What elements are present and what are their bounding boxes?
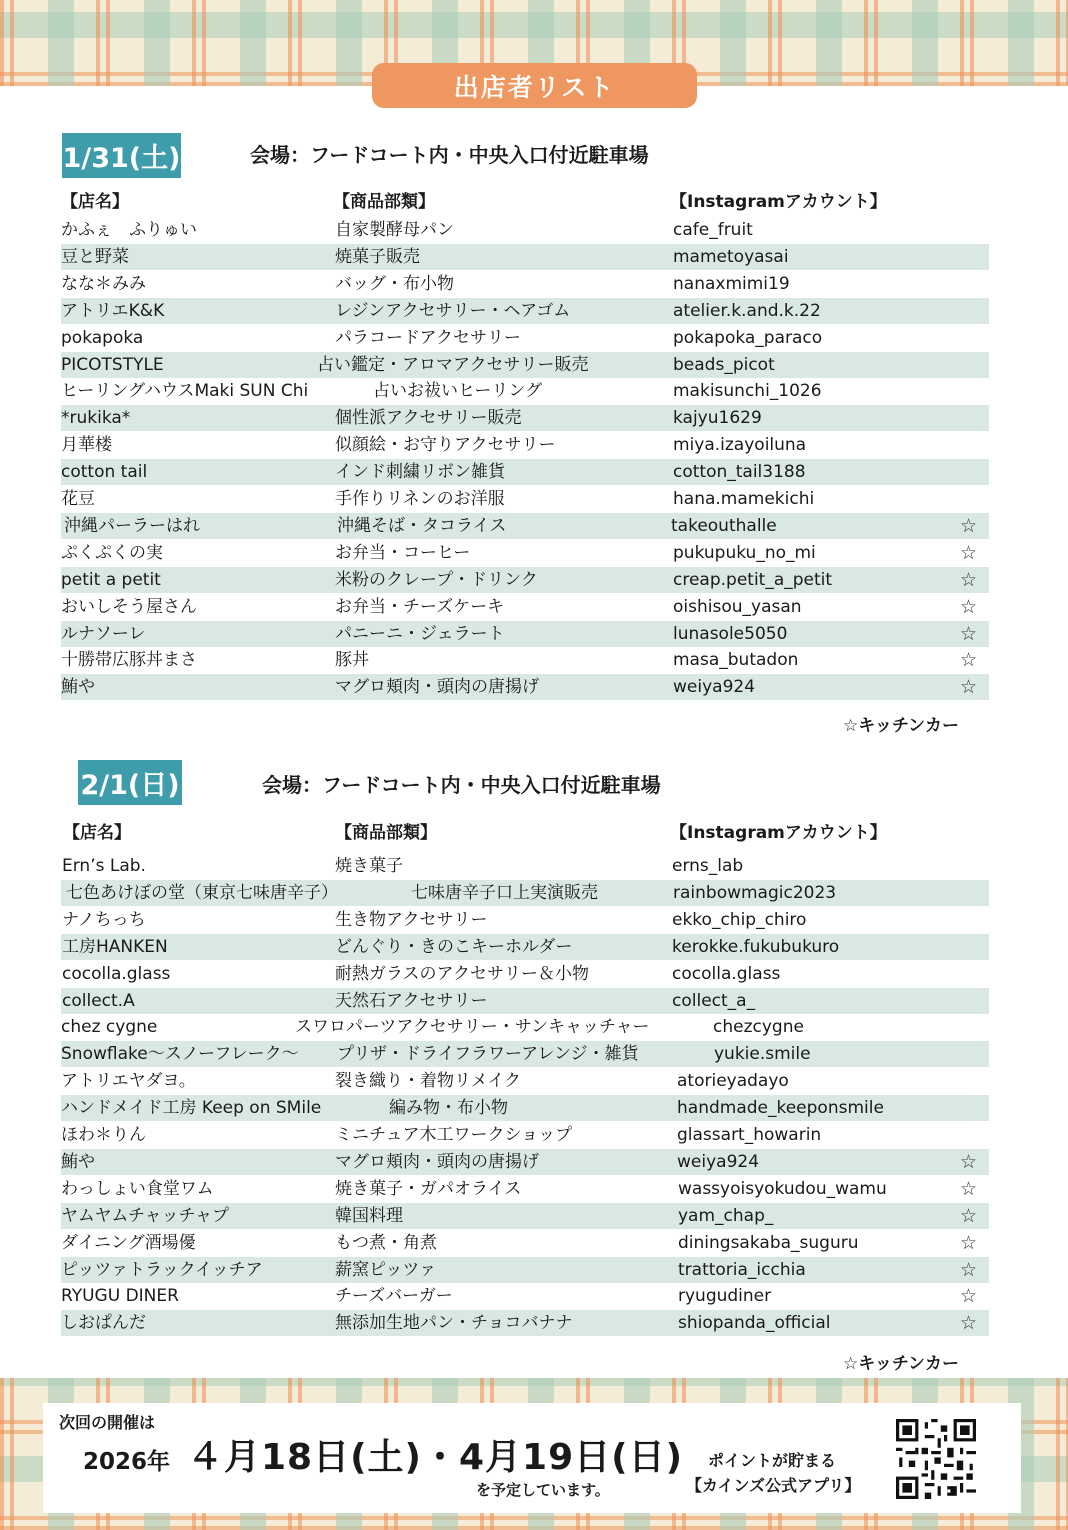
table-row: [61, 1203, 989, 1229]
vendor-category: 焼き菓子・ガパオライス: [335, 1178, 522, 1199]
table-row: [61, 880, 989, 906]
vendor-instagram: miya.izayoiluna: [673, 435, 807, 456]
next-event-year: 2026年: [83, 1449, 171, 1475]
header-instagram: 【Instagramアカウント】: [670, 192, 887, 212]
kitchen-car-star-icon: ☆: [960, 1312, 978, 1335]
vendor-category: 豚丼: [335, 650, 369, 671]
vendor-name: RYUGU DINER: [61, 1286, 179, 1307]
vendor-category: バッグ・布小物: [335, 273, 454, 294]
table-row: [61, 352, 989, 378]
table-row: [61, 934, 989, 960]
table-row: [61, 621, 989, 647]
vendor-instagram: cotton_tail3188: [673, 462, 806, 483]
vendor-category: スワロパーツアクセサリー・サンキャッチャー: [295, 1017, 650, 1038]
kitchen-car-note-day2: ☆キッチンカー: [843, 1354, 960, 1374]
next-event-box: [43, 1403, 1021, 1513]
table-row: [61, 647, 989, 673]
vendor-name: 沖縄パーラーはれ: [64, 515, 200, 536]
vendor-name: ヤムヤムチャッチャプ: [61, 1205, 229, 1226]
table-row: [61, 298, 989, 324]
vendor-name: 鮪や: [61, 1151, 95, 1172]
vendor-instagram: yam_chap_: [678, 1205, 774, 1226]
vendor-instagram: erns_lab: [672, 856, 744, 876]
vendor-instagram: handmade_keeponsmile: [677, 1098, 884, 1119]
vendor-instagram: yukie.smile: [714, 1044, 811, 1065]
table-row: [61, 540, 989, 566]
table-row: [61, 1176, 989, 1202]
vendor-name: ほわ＊りん: [61, 1125, 146, 1145]
vendor-name: なな＊みみ: [61, 273, 146, 294]
vendor-name: 月華楼: [61, 435, 112, 456]
vendor-name: 花豆: [61, 489, 95, 509]
date-badge-day2: 2/1(日): [78, 760, 182, 805]
vendor-name: わっしょい食堂ワム: [61, 1178, 214, 1199]
vendor-instagram: creap.petit_a_petit: [673, 569, 833, 590]
kitchen-car-star-icon: ☆: [960, 541, 978, 564]
vendor-instagram: atelier.k.and.k.22: [673, 300, 821, 321]
vendor-instagram: diningsakaba_suguru: [678, 1232, 859, 1253]
vendor-category: もつ煮・角煮: [335, 1232, 437, 1253]
vendor-instagram: oishisou_yasan: [673, 596, 802, 617]
vendor-category: チーズバーガー: [335, 1286, 453, 1307]
table-row: [61, 271, 989, 297]
vendor-instagram: makisunchi_1026: [673, 381, 822, 402]
vendor-name: ダイニング酒場優: [61, 1232, 196, 1253]
vendor-name: ナノちっち: [62, 909, 146, 930]
header-instagram: 【Instagramアカウント】: [670, 823, 887, 843]
kitchen-car-star-icon: ☆: [960, 622, 978, 645]
kitchen-car-star-icon: ☆: [960, 1150, 978, 1173]
page-title: 出店者リスト: [372, 63, 697, 108]
kitchen-car-star-icon: ☆: [960, 1231, 978, 1254]
vendor-name: 鮪や: [61, 677, 95, 698]
table-row: [61, 459, 989, 485]
vendor-instagram: masa_butadon: [673, 650, 799, 671]
table-row: [61, 1041, 989, 1067]
vendor-instagram: pokapoka_paraco: [673, 327, 823, 348]
vendor-name: 十勝帯広豚丼まさ: [61, 650, 197, 671]
vendor-category: パラコードアクセサリー: [335, 327, 521, 348]
vendor-instagram: weiya924: [677, 1151, 760, 1172]
vendor-name: アトリエK&K: [61, 300, 165, 321]
vendor-instagram: glassart_howarin: [677, 1125, 822, 1145]
vendor-name: petit a petit: [61, 569, 161, 590]
table-row: [61, 961, 989, 987]
vendor-name: アトリエヤダヨ。: [61, 1071, 196, 1092]
vendor-category: 自家製酵母パン: [335, 220, 454, 240]
vendor-category: マグロ頬肉・頭肉の唐揚げ: [335, 1151, 539, 1172]
vendor-instagram: atorieyadayo: [677, 1071, 789, 1092]
vendor-category: 韓国料理: [335, 1205, 403, 1226]
table-row: [61, 244, 989, 270]
header-category: 【商品部類】: [335, 823, 437, 843]
vendor-category: ミニチュア木工ワークショップ: [335, 1125, 573, 1145]
vendor-category: 裂き織り・着物リメイク: [335, 1071, 521, 1092]
kitchen-car-star-icon: ☆: [960, 595, 978, 618]
table-row: [61, 1122, 989, 1148]
vendor-instagram: wassyoisyokudou_wamu: [678, 1178, 887, 1199]
vendor-category: レジンアクセサリー・ヘアゴム: [335, 300, 571, 321]
table-row: [61, 1014, 989, 1040]
table-row: [61, 486, 989, 512]
table-row: [61, 567, 989, 593]
table-row: [61, 907, 989, 933]
table-row: [61, 1095, 989, 1121]
header-name: 【店名】: [61, 192, 129, 212]
vendor-instagram: kerokke.fukubukuro: [672, 936, 840, 957]
vendor-instagram: lunasole5050: [673, 623, 788, 644]
table-row: [61, 1149, 989, 1175]
vendor-category: 薪窯ピッツァ: [335, 1259, 437, 1280]
vendor-category: 似顔絵・お守りアクセサリー: [335, 435, 556, 456]
venue-day1: 会場：フードコート内・中央入口付近駐車場: [250, 143, 649, 167]
vendor-category: どんぐり・きのこキーホルダー: [335, 936, 573, 957]
vendor-instagram: hana.mamekichi: [673, 489, 815, 509]
kitchen-car-star-icon: ☆: [960, 676, 978, 699]
vendor-category: 米粉のクレープ・ドリンク: [335, 569, 538, 590]
kitchen-car-star-icon: ☆: [960, 1204, 978, 1227]
vendor-category: マグロ頬肉・頭肉の唐揚げ: [335, 677, 539, 698]
vendor-category: 手作りリネンのお洋服: [335, 489, 505, 509]
vendor-name: *rukika*: [61, 408, 131, 429]
vendor-name: cotton tail: [61, 462, 148, 483]
kitchen-car-star-icon: ☆: [960, 1177, 978, 1200]
venue-day2: 会場：フードコート内・中央入口付近駐車場: [262, 773, 661, 797]
table-row: [61, 1230, 989, 1256]
vendor-instagram: collect_a_: [672, 990, 756, 1011]
kitchen-car-star-icon: ☆: [960, 568, 978, 591]
vendor-category: 編み物・布小物: [389, 1098, 508, 1119]
next-event-dates: ４月18日(土)・4月19日(日): [187, 1437, 684, 1478]
vendor-category: 無添加生地パン・チョコバナナ: [335, 1313, 573, 1334]
vendor-name: Snowflake〜スノーフレーク〜: [61, 1044, 299, 1065]
app-promo-line2: 【カインズ公式アプリ】: [686, 1476, 861, 1495]
vendor-instagram: beads_picot: [673, 354, 775, 375]
vendor-name: pokapoka: [61, 327, 144, 348]
next-event-suffix: を予定しています。: [476, 1481, 610, 1499]
vendor-instagram: cafe_fruit: [673, 220, 753, 240]
vendor-name: chez cygne: [61, 1017, 158, 1038]
vendor-name: しおぱんだ: [61, 1313, 146, 1334]
vendor-category: プリザ・ドライフラワーアレンジ・雑貨: [337, 1044, 639, 1065]
vendor-category: 占い鑑定・アロマアクセサリー販売: [317, 354, 589, 375]
vendor-name: 七色あけぼの堂（東京七味唐辛子）: [66, 882, 338, 903]
vendor-instagram: nanaxmimi19: [673, 273, 790, 294]
kitchen-car-star-icon: ☆: [960, 514, 978, 537]
qr-code-icon[interactable]: [896, 1419, 976, 1499]
table-row: [61, 432, 989, 458]
table-row: [61, 594, 989, 620]
vendor-name: ハンドメイド工房 Keep on SMile: [61, 1098, 322, 1119]
vendor-name: Ern’s Lab.: [62, 856, 146, 876]
table-row: [61, 1283, 989, 1309]
vendor-category: 生き物アクセサリー: [335, 909, 488, 930]
date-badge-day1: 1/31(土): [62, 133, 181, 178]
table-row: [61, 988, 989, 1014]
vendor-instagram: cocolla.glass: [672, 963, 781, 984]
vendor-instagram: ryugudiner: [678, 1286, 772, 1307]
table-row: [61, 1257, 989, 1283]
kitchen-car-note-day1: ☆キッチンカー: [843, 716, 960, 736]
vendor-category: 個性派アクセサリー販売: [335, 408, 522, 429]
vendor-name: collect.A: [62, 990, 135, 1011]
kitchen-car-star-icon: ☆: [960, 1285, 978, 1308]
vendor-category: お弁当・コーヒー: [335, 542, 471, 563]
next-event-label: 次回の開催は: [59, 1413, 156, 1432]
vendor-name: 工房HANKEN: [62, 936, 168, 957]
vendor-category: 焼き菓子: [335, 856, 403, 876]
vendor-instagram: takeouthalle: [671, 515, 777, 536]
vendor-name: 豆と野菜: [61, 246, 129, 267]
kitchen-car-star-icon: ☆: [960, 1258, 978, 1281]
app-promo-line1: ポイントが貯まる: [708, 1451, 837, 1470]
table-row: [61, 853, 989, 879]
vendor-instagram: rainbowmagic2023: [673, 882, 837, 903]
vendor-category: 耐熱ガラスのアクセサリー＆小物: [335, 963, 589, 984]
vendor-category: 七味唐辛子口上実演販売: [411, 882, 598, 903]
vendor-name: ルナソーレ: [61, 623, 146, 644]
vendor-name: ぷくぷくの実: [61, 542, 163, 563]
table-header-day1: [61, 189, 989, 215]
vendor-instagram: pukupuku_no_mi: [673, 542, 816, 563]
vendor-name: cocolla.glass: [62, 963, 171, 984]
vendor-instagram: weiya924: [673, 677, 756, 698]
table-row: [61, 405, 989, 431]
vendor-category: 天然石アクセサリー: [335, 990, 488, 1011]
vendor-category: パニーニ・ジェラート: [335, 623, 505, 644]
table-row: [61, 325, 989, 351]
vendor-name: かふぇ ふりゅい: [61, 220, 197, 240]
vendor-category: インド刺繍リボン雑貨: [335, 462, 505, 483]
table-header-day2: [61, 820, 989, 846]
vendor-name: ヒーリングハウスMaki SUN Chi: [61, 381, 309, 402]
table-row: [61, 513, 989, 539]
vendor-name: おいしそう屋さん: [61, 596, 197, 617]
vendor-instagram: kajyu1629: [673, 408, 762, 429]
table-row: [61, 378, 989, 404]
table-row: [61, 674, 989, 700]
vendor-category: 沖縄そば・タコライス: [337, 515, 507, 536]
vendor-instagram: ekko_chip_chiro: [672, 909, 807, 930]
header-category: 【商品部類】: [333, 192, 435, 212]
vendor-instagram: shiopanda_official: [678, 1313, 831, 1334]
table-row: [61, 1310, 989, 1336]
vendor-instagram: chezcygne: [713, 1017, 804, 1038]
vendor-name: PICOTSTYLE: [61, 354, 164, 375]
vendor-instagram: trattoria_icchia: [678, 1259, 806, 1280]
vendor-category: 焼菓子販売: [335, 246, 420, 267]
table-row: [61, 217, 989, 243]
kitchen-car-star-icon: ☆: [960, 649, 978, 672]
header-name: 【店名】: [63, 823, 131, 843]
vendor-category: 占いお祓いヒーリング: [373, 381, 542, 402]
table-row: [61, 1068, 989, 1094]
vendor-name: ピッツァトラックイッチア: [61, 1259, 263, 1280]
vendor-category: お弁当・チーズケーキ: [335, 596, 505, 617]
vendor-instagram: mametoyasai: [673, 246, 789, 267]
